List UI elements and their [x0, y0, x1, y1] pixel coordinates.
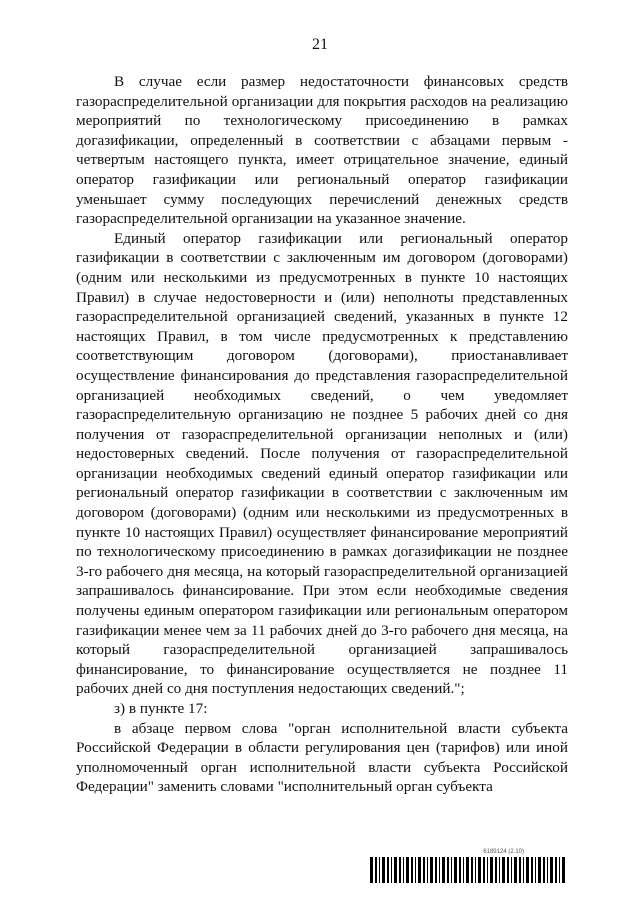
document-body [76, 72, 568, 797]
paragraph-2: Единый оператор газификации или региональный оператор газификации в соответствии с заключенным им договором (договорами) (одним или несколькими из предусмотренных в пункте 10 настоящих Правил) в случае недостоверности и (или) неполноты представленных газораспределительной организацией сведений, указанных в пункте 12 настоящих Правил, в том числе предусмотренных к представлению соответствующим договором (договорами), приостанавливает осуществление финансирования до представления газораспределительной организацией необходимых сведений, о чем уведомляет газораспределительную организацию не позднее 5 рабочих дней со дня получения от газораспределительной организации неполных и (или) недостоверных сведений. После получения от газораспределительной организации необходимых сведений единый оператор газификации или региональный оператор газификации в соответствии с заключенным им договором (договорами) (одним или несколькими из предусмотренных в пункте 10 настоящих Правил) осуществляет финансирование мероприятий по технологическому присоединению в рамках догазификации не позднее 3-го рабочего дня месяца, на который газораспределительной организацией запрашивалось финансирование. При этом если необходимые сведения получены единым оператором газификации или региональным оператором газификации менее чем за 11 рабочих дней до 3-го рабочего дня месяца, на который газораспределительной организацией запрашивалось финансирование, то финансирование осуществляется не позднее 11 рабочих дней со дня поступления недостающих сведений."; [76, 229, 568, 698]
paragraph-3: з) в пункте 17: [114, 700, 208, 717]
barcode-image [370, 857, 568, 883]
page-number: 21 [312, 36, 328, 53]
paragraph-1: В случае если размер недостаточности финансовых средств газораспределительной организации для покрытия расходов на реализацию мероприятий по технологическому присоединению в рамках догазификации, определенный в соответствии с абзацами первым - четвертым настоящего пункта, имеет отрицательное значение, единый оператор газификации или региональный оператор газификации уменьшает сумму последующих перечислений денежных средств газораспределительной организации на указанное значение. [76, 73, 568, 228]
paragraph-4: в абзаце первом слова "орган исполнительной власти субъекта Российской Федерации в области регулирования цен (тарифов) или иной уполномоченный орган исполнительной власти субъекта Российской Федерации" заменить словами "исполнительный орган субъекта [76, 719, 568, 796]
barcode-block [370, 849, 568, 883]
document-code: 6189124 (2.10) [483, 849, 524, 855]
